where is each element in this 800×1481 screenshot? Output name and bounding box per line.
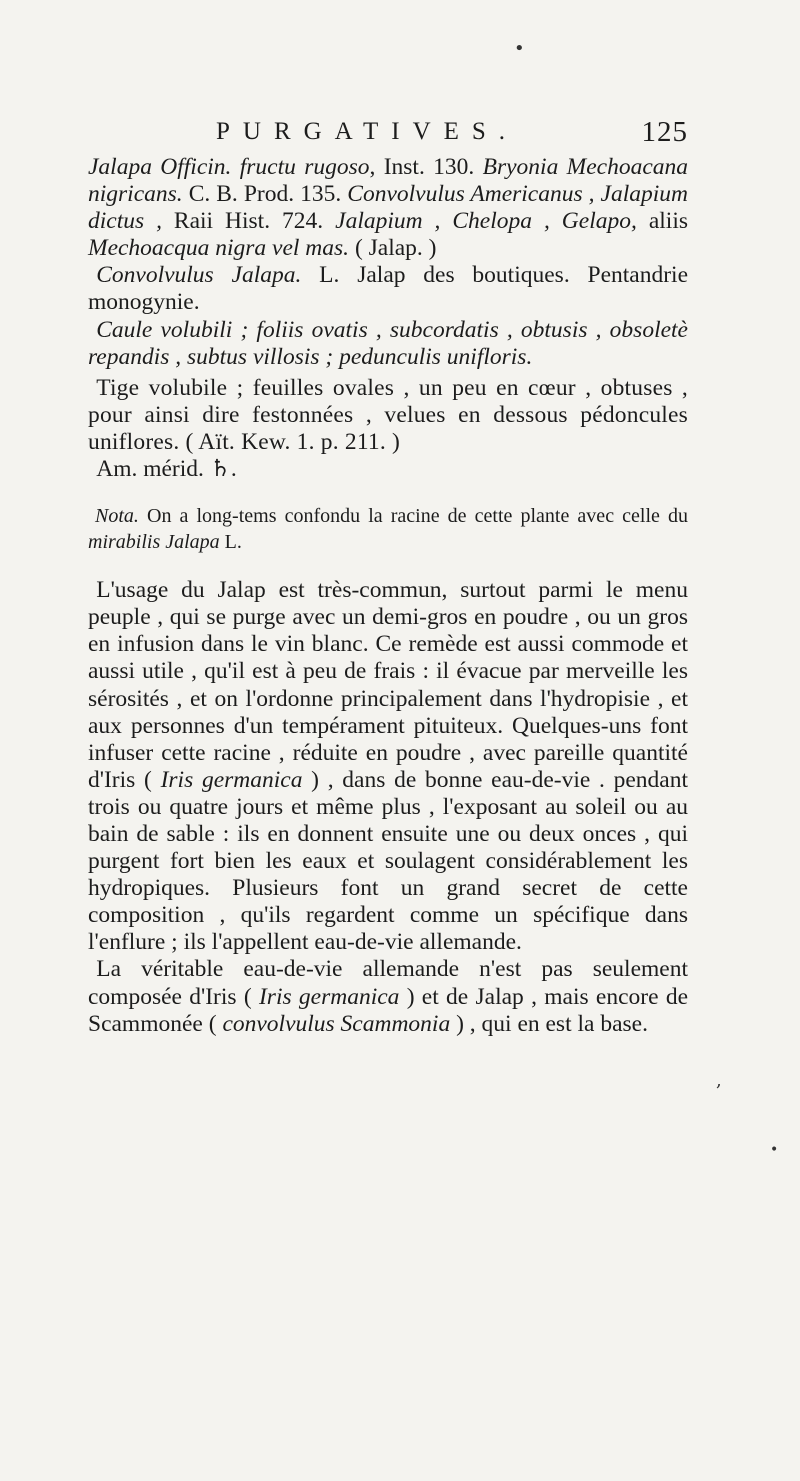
- text-run: ) et de Jalap , mais encore de Scammonée (: [88, 983, 688, 1037]
- ink-speck-icon: •: [514, 38, 525, 59]
- italic-text-run: Iris germanica: [258, 983, 400, 1010]
- text-run: ) , qui en est la base.: [450, 1010, 648, 1037]
- ink-speck-icon: ,: [716, 1070, 722, 1091]
- running-head: PURGATIVES.: [216, 118, 519, 145]
- synonymy-paragraph: [88, 154, 688, 262]
- page-number: 125: [641, 115, 688, 148]
- page-header: [216, 112, 688, 152]
- italic-text-run: Convolvulus Jalapa.: [96, 262, 320, 289]
- italic-text-run: Nota.: [95, 505, 139, 528]
- text-run: L'usage du Jalap est très-commun, surtout parmi le menu peuple , qui se purge avec un demi-gros en poudre , ou un gros en infusion dans le vin blanc. Ce remède est aussi commode et aussi utile , qu'il est à peu de frais : il évacue par merveille les sérosités , et on l'ordonne principalement dans l'hydropisie , et aux personnes d'un tempérament pituiteux. Quelques-uns font infuser cette racine , réduite en poudre , avec pareille quantité d'Iris (: [88, 577, 688, 793]
- text-run: L.: [219, 531, 242, 554]
- habitat-line: Am. mérid. ♄.: [96, 456, 237, 483]
- italic-text-run: Bryonia Mechoacana nigricans.: [88, 154, 689, 208]
- text-run: Inst. 130.: [383, 154, 483, 180]
- usage-paragraph: [88, 956, 688, 1037]
- text-run: C. B. Prod. 135.: [188, 181, 348, 208]
- french-description: [88, 375, 688, 456]
- ink-speck-icon: •: [770, 1142, 779, 1158]
- italic-text-run: convolvulus Scammonia: [222, 1010, 451, 1037]
- italic-text-run: mirabilis Jalapa: [88, 531, 220, 554]
- text-run: ( Jalap. ): [354, 235, 437, 262]
- italic-text-run: Mechoacqua nigra vel mas.: [88, 235, 355, 262]
- latin-description: Caule volubili ; foliis ovatis , subcordatis , obtusis , obsoletè repandis , subtus villosis ; pedunculis unifloris.: [88, 316, 688, 370]
- italic-text-run: Convolvulus Americanus , Jalapium dictus ,: [88, 181, 689, 235]
- text-run: aliis: [648, 208, 688, 235]
- page-body: [88, 148, 688, 1038]
- text-run: Raii Hist. 724.: [173, 208, 336, 235]
- usage-paragraph: [88, 577, 688, 956]
- italic-text-run: Jalapium , Chelopa , Gelapo,: [335, 208, 649, 235]
- nota-paragraph: [88, 503, 688, 555]
- text-run: ) , dans de bonne eau-de-vie . pendant trois ou quatre jours et même plus , l'exposant au soleil ou au bain de sable : ils en donnent ensuite une ou deux onces , qui purgent fort bien les eaux et soulagent considérablement les hydropiques. Plusieurs font un grand secret de cette composition , qu'ils regardent comme un spécifique dans l'enflure ; ils l'appellent eau-de-vie allemande.: [88, 766, 688, 956]
- italic-text-run: Iris germanica: [160, 766, 303, 793]
- text-run: Tige volubile ; feuilles ovales , un peu en cœur , obtuses , pour ainsi dire festonnées , velues en dessous pédoncules uniflores. ( Aït. Kew. 1. p. 211. ): [88, 374, 688, 455]
- text-run: La véritable eau-de-vie allemande n'est pas seulement composée d'Iris (: [88, 956, 688, 1010]
- text-run: ,: [369, 154, 384, 180]
- linnaean-name-paragraph: [88, 262, 688, 316]
- text-run: On a long-tems confondu la racine de cette plante avec celle du: [138, 505, 688, 528]
- italic-text-run: Jalapa Officin. fructu rugoso: [88, 154, 370, 180]
- text-run: L. Jalap des boutiques. Pentandrie monogynie.: [88, 262, 688, 316]
